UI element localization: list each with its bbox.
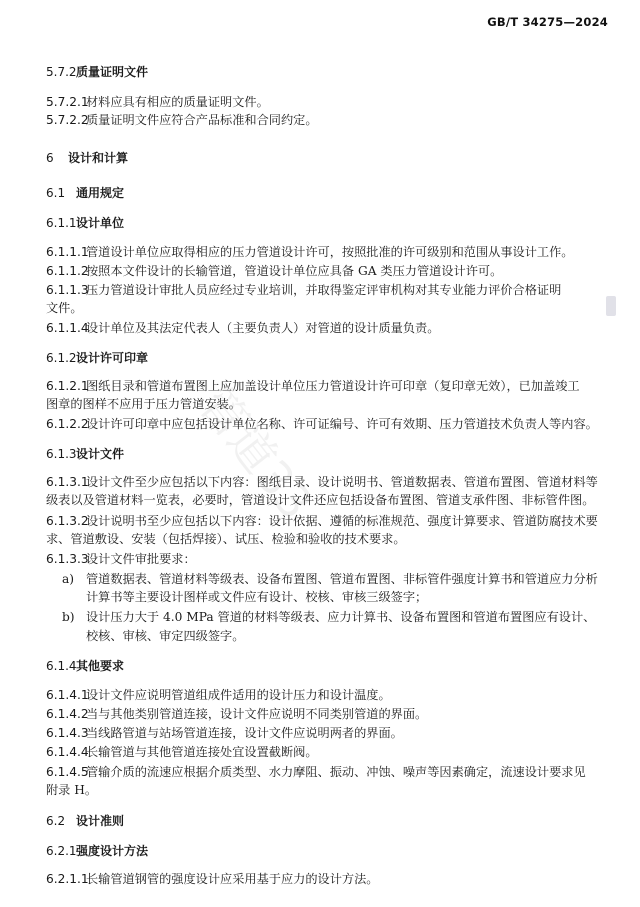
section-heading-6-1-4: 6.1.4其他要求 xyxy=(46,659,125,673)
clause-6-1-3-3: 6.1.3.3设计文件审批要求： xyxy=(46,552,196,566)
clause-6-1-1-1: 6.1.1.1管道设计单位应取得相应的压力管道设计许可，按照批准的许可级别和范围从事设计工作。 xyxy=(46,245,574,259)
list-item-a-cont: 计算书等主要设计图样或文件应有设计、校核、审核三级签字； xyxy=(86,590,428,604)
clause-6-1-3-2: 6.1.3.2设计说明书至少应包括以下内容：设计依据、遵循的标准规范、强度计算要求、管道防腐技术要 xyxy=(46,514,598,528)
clause-6-2-1-1: 6.2.1.1长输管道钢管的强度设计应采用基于应力的设计方法。 xyxy=(46,872,379,886)
clause-6-1-1-3-cont: 文件。 xyxy=(46,301,83,315)
list-item-a: a) 管道数据表、管道材料等级表、设备布置图、管道布置图、非标管件强度计算书和管道应力分析 xyxy=(62,572,598,586)
list-item-b-cont: 校核、审核、审定四级签字。 xyxy=(86,629,245,643)
side-mark xyxy=(606,296,616,316)
section-heading-6-1-3: 6.1.3设计文件 xyxy=(46,447,125,461)
list-item-b: b) 设计压力大于 4.0 MPa 管道的材料等级表、应力计算书、设备布置图和管道布置图应有设计、 xyxy=(62,610,596,624)
section-heading-6-2: 6.2 设计准则 xyxy=(46,814,125,828)
section-heading-6-1: 6.1 通用规定 xyxy=(46,186,125,200)
clause-6-1-3-2-cont: 求、管道敷设、安装（包括焊接）、试压、检验和验收的技术要求。 xyxy=(46,532,406,546)
clause-5-7-2-1: 5.7.2.1材料应具有相应的质量证明文件。 xyxy=(46,95,269,109)
clause-6-1-2-1: 6.1.2.1图纸目录和管道布置图上应加盖设计单位压力管道设计许可印章（复印章无效），已加盖竣工 xyxy=(46,379,580,393)
chapter-heading-6: 6 设计和计算 xyxy=(46,151,129,165)
clause-6-1-1-3: 6.1.1.3压力管道设计审批人员应经过专业培训，并取得鉴定评审机构对其专业能力评价合格证明 xyxy=(46,283,562,297)
clause-6-1-4-3: 6.1.4.3当线路管道与站场管道连接，设计文件应说明两者的界面。 xyxy=(46,726,403,740)
clause-6-1-1-2: 6.1.1.2按照本文件设计的长输管道，管道设计单位应具备 GA 类压力管道设计许可。 xyxy=(46,264,503,278)
clause-6-1-3-1: 6.1.3.1设计文件至少应包括以下内容：图纸目录、设计说明书、管道数据表、管道布置图、管道材料等 xyxy=(46,475,598,489)
clause-6-1-2-1-cont: 图章的图样不应用于压力管道安装。 xyxy=(46,397,241,411)
clause-6-1-2-2: 6.1.2.2设计许可印章中应包括设计单位名称、许可证编号、许可有效期、压力管道技术负责人等内容。 xyxy=(46,417,598,431)
clause-5-7-2-2: 5.7.2.2质量证明文件应符合产品标准和合同约定。 xyxy=(46,113,318,127)
clause-6-1-4-5-cont: 附录 H。 xyxy=(46,783,98,797)
clause-6-1-4-5: 6.1.4.5管输介质的流速应根据介质类型、水力摩阻、振动、冲蚀、噪声等因素确定，流速设计要求见 xyxy=(46,765,586,779)
clause-6-1-4-4: 6.1.4.4长输管道与其他管道连接处宜设置截断阀。 xyxy=(46,745,318,759)
clause-6-1-3-1-cont: 级表以及管道材料一览表，必要时，管道设计文件还应包括设备布置图、管道支承件图、非标管件图。 xyxy=(46,493,595,507)
clause-6-1-4-1: 6.1.4.1设计文件应说明管道组成件适用的设计压力和设计温度。 xyxy=(46,688,391,702)
section-heading-6-2-1: 6.2.1强度设计方法 xyxy=(46,844,149,858)
clause-6-1-1-4: 6.1.1.4设计单位及其法定代表人（主要负责人）对管道的设计质量负责。 xyxy=(46,321,440,335)
section-heading-6-1-1: 6.1.1设计单位 xyxy=(46,216,125,230)
watermark: 管道33 xyxy=(188,377,324,530)
standard-number-header: GB/T 34275—2024 xyxy=(487,15,608,29)
section-heading-6-1-2: 6.1.2设计许可印章 xyxy=(46,351,149,365)
section-heading-5-7-2: 5.7.2质量证明文件 xyxy=(46,65,149,79)
clause-6-1-4-2: 6.1.4.2当与其他类别管道连接，设计文件应说明不同类别管道的界面。 xyxy=(46,707,428,721)
